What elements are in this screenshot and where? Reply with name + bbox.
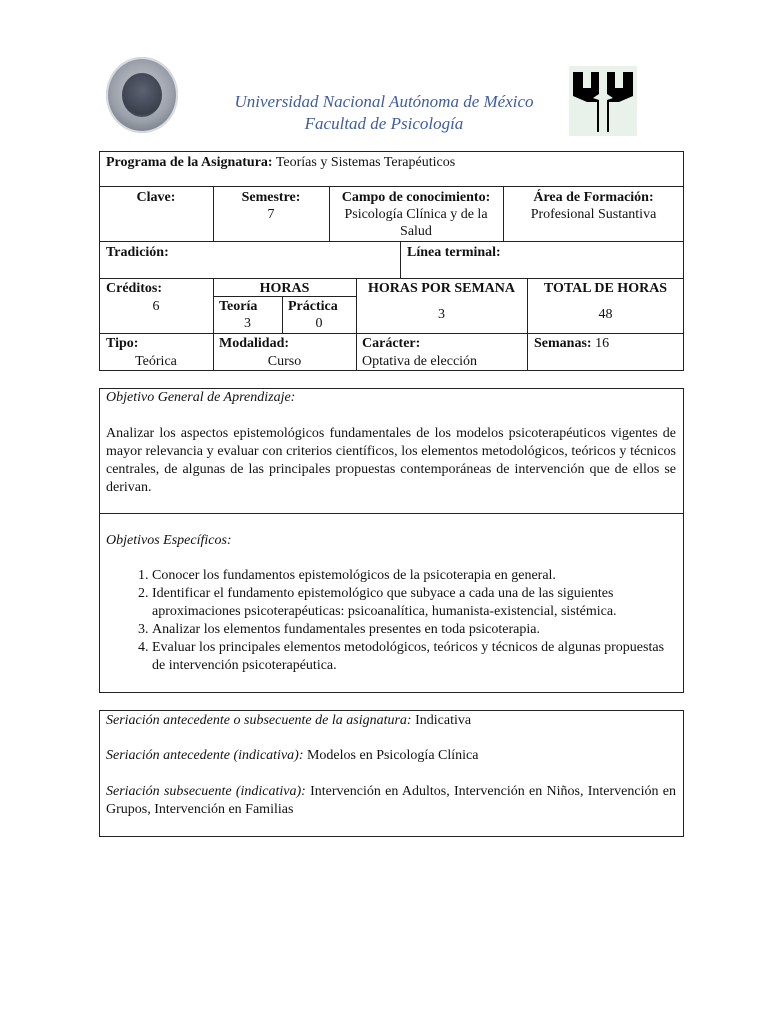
practica-value: 0 <box>315 316 323 331</box>
teoria-value: 3 <box>244 316 251 331</box>
caracter-label: Carácter: <box>362 336 421 351</box>
teoria-label: Teoría <box>219 299 258 314</box>
caracter-value: Optativa de elección <box>362 354 478 369</box>
seriacion-general-label: Seriación antecedente o subsecuente de la asignatura: <box>106 713 412 728</box>
seriacion-general-value: Indicativa <box>411 713 472 728</box>
modalidad-value: Curso <box>267 354 302 369</box>
tipo-label: Tipo: <box>106 336 139 351</box>
total-horas-value: 48 <box>598 307 613 322</box>
list-item: 1. Conocer los fundamentos epistemológicos de la psicoterapia en general. <box>152 567 676 585</box>
campo-value-line1: Psicología Clínica y de la <box>344 207 488 222</box>
list-item: 2. Identificar el fundamento epistemológico que subyace a cada una de las siguientes aproximaciones psicoterapéuticas: psicoanalítica, humanista-existencial, sistémica. <box>152 585 676 621</box>
campo-label: Campo de conocimiento: <box>341 190 491 205</box>
list-item: 3. Analizar los elementos fundamentales presentes en toda psicoterapia. <box>152 621 676 639</box>
objetivo-general-heading: Objetivo General de Aprendizaje: <box>106 390 296 405</box>
area-label: Área de Formación: <box>533 190 654 205</box>
horas-semana-value: 3 <box>438 307 445 322</box>
university-title: Universidad Nacional Autónoma de México <box>234 92 534 111</box>
seriacion-subsecuente-label: Seriación subsecuente (indicativa): <box>106 784 306 799</box>
semestre-value: 7 <box>267 207 275 222</box>
clave-label: Clave: <box>136 190 176 205</box>
seriacion-subsecuente-value: Intervención en Adultos, Intervención en Niños, Intervención en Grupos, Intervención en Familias <box>106 784 676 817</box>
seriacion-antecedente <box>106 747 676 765</box>
creditos-value: 6 <box>152 299 160 314</box>
program-row <box>106 154 455 171</box>
semanas-field <box>534 335 609 352</box>
total-horas-label: TOTAL DE HORAS <box>543 281 668 296</box>
horas-label: HORAS <box>259 281 310 296</box>
seriacion-antecedente-value: Modelos en Psicología Clínica <box>303 748 479 763</box>
objetivos-especificos-list <box>106 567 676 675</box>
tipo-value: Teórica <box>135 354 177 369</box>
practica-label: Práctica <box>288 299 338 314</box>
program-value: Teorías y Sistemas Terapéuticos <box>275 155 456 170</box>
semestre-label: Semestre: <box>241 190 301 205</box>
campo-value-line2: Salud <box>400 224 432 239</box>
modalidad-label: Modalidad: <box>219 336 290 351</box>
program-label: Programa de la Asignatura: <box>106 155 273 170</box>
faculty-title: Facultad de Psicología <box>304 114 464 133</box>
linea-terminal-label: Línea terminal: <box>407 245 501 260</box>
creditos-label: Créditos: <box>106 281 162 296</box>
list-item: 4. Evaluar los principales elementos metodológicos, teóricos y técnicos de algunas propuestas de intervención psicoterapéutica. <box>152 639 676 675</box>
semanas-value: 16 <box>591 336 610 351</box>
area-value: Profesional Sustantiva <box>530 207 657 222</box>
seriacion-general <box>106 712 676 730</box>
tradicion-label: Tradición: <box>106 245 169 260</box>
objetivos-especificos-heading: Objetivos Específicos: <box>106 533 232 548</box>
semanas-label: Semanas: <box>534 336 592 351</box>
seriacion-antecedente-label: Seriación antecedente (indicativa): <box>106 748 304 763</box>
horas-semana-label: HORAS POR SEMANA <box>367 281 515 296</box>
objetivo-general-text: Analizar los aspectos epistemológicos fundamentales de los modelos psicoterapéuticos vigentes de mayor relevancia y evaluar con criterios científicos, los elementos metodológicos, teóricos y técnicos centrales, de algunas de las principales propuestas contemporáneas de intervención que de ellos se derivan. <box>106 426 676 495</box>
seriacion-subsecuente <box>106 783 676 819</box>
